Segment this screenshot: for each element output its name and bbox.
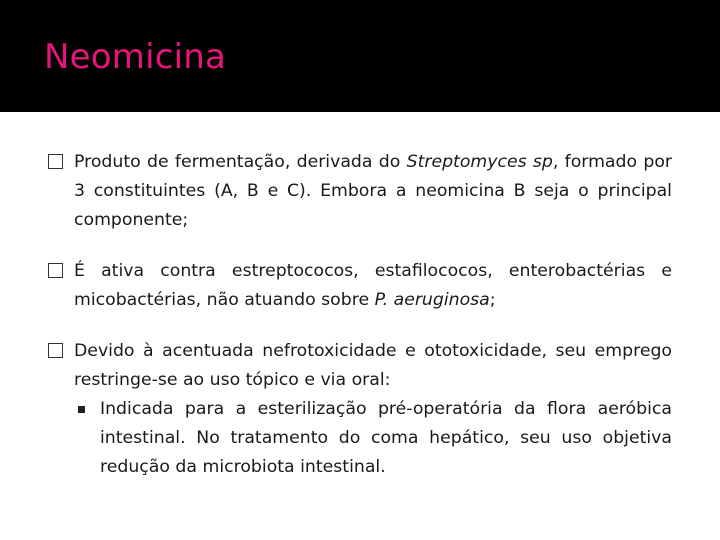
bullet-text-1-italic: Streptomyces sp [406, 152, 553, 172]
slide-content [48, 148, 672, 482]
bullet-text-1-b: , formado por 3 constituintes (A, B e C). Embora a neomicina B seja o principal componente; [74, 152, 672, 230]
title-bar [0, 0, 720, 112]
sub-bullet-text: Indicada para a esterilização pré-operatória da flora aeróbica intestinal. No tratamento do coma hepático, seu uso objetiva redução da microbiota intestinal. [100, 399, 672, 477]
bullet-text-2-italic: P. aeruginosa [374, 290, 490, 310]
bullet-item-3 [48, 337, 672, 482]
sub-bullet-item [74, 395, 672, 482]
bullet-item-2 [48, 257, 672, 315]
slide-title: Neomicina [44, 37, 227, 77]
bullet-item-1 [48, 148, 672, 235]
bullet-text-2-a: É ativa contra estreptococos, estafilococos, enterobactérias e micobactérias, não atuando sobre [74, 261, 672, 310]
square-bullet-icon [48, 263, 63, 278]
square-bullet-icon [48, 154, 63, 169]
filled-square-bullet-icon [78, 406, 85, 413]
bullet-text-1-a: Produto de fermentação, derivada do [74, 152, 407, 172]
bullet-text-2-b: ; [489, 290, 496, 310]
bullet-text-3: Devido à acentuada nefrotoxicidade e ototoxicidade, seu emprego restringe-se ao uso tópico e via oral: [74, 341, 672, 390]
square-bullet-icon [48, 343, 63, 358]
